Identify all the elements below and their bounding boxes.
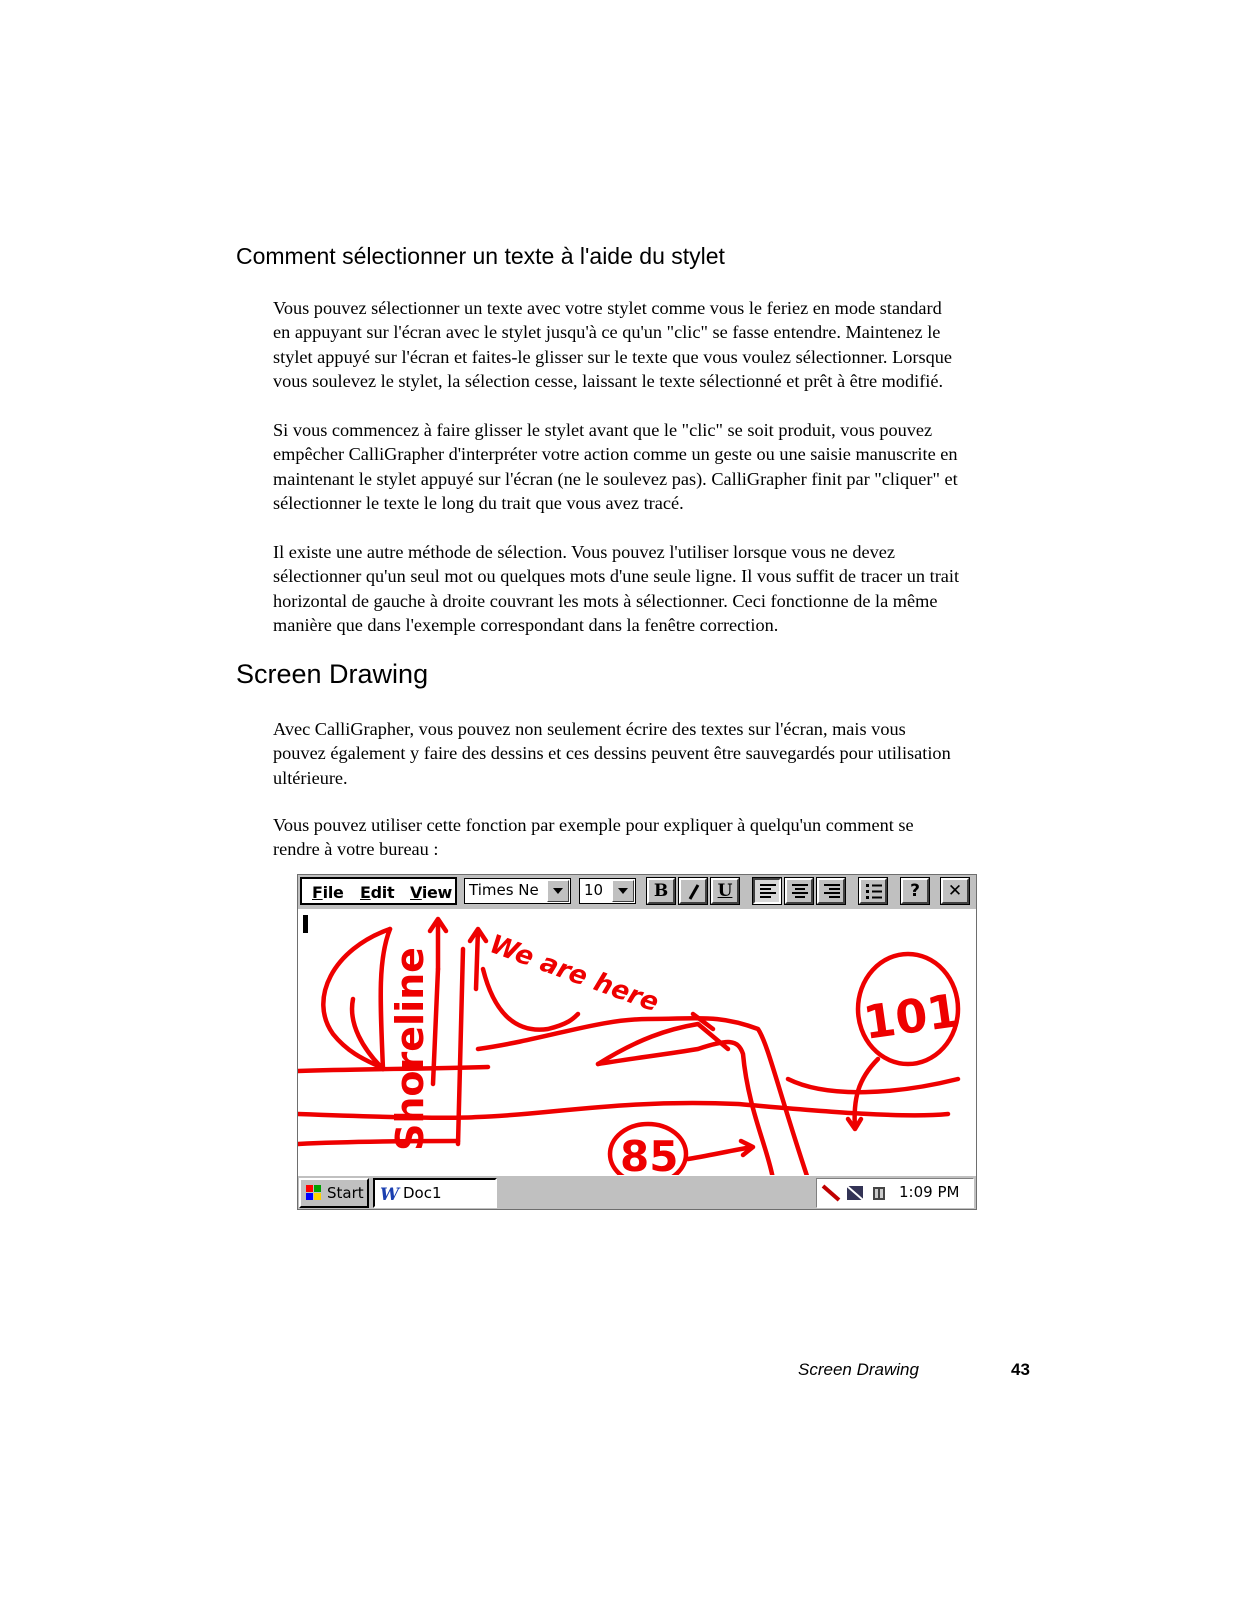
taskbar-item-doc1[interactable] bbox=[373, 1178, 497, 1208]
bullet-list-button[interactable] bbox=[859, 878, 887, 904]
text-line: sélectionner qu'un seul mot ou quelques mots d'une seule ligne. Il vous suffit de tracer un trait bbox=[273, 566, 960, 587]
text-line: manière que dans l'exemple correspondant dans la fenêtre correction. bbox=[273, 614, 779, 635]
start-button[interactable] bbox=[299, 1178, 369, 1208]
text-line: Vous pouvez sélectionner un texte avec votre stylet comme vous le feriez en mode standard bbox=[273, 298, 942, 318]
align-right-icon bbox=[823, 883, 841, 901]
italic-icon bbox=[685, 883, 703, 901]
menu-bar bbox=[300, 877, 457, 905]
text-line: empêcher CalliGrapher d'interpréter votre action comme un geste ou une saisie manuscrite en bbox=[273, 444, 958, 465]
menu-view-accel: V bbox=[410, 883, 422, 902]
text-line: vous soulevez le stylet, la sélection cesse, laissant le texte sélectionné et prêt à être modifié. bbox=[273, 370, 944, 391]
drawing-canvas[interactable] bbox=[298, 909, 976, 1175]
pen-icon bbox=[823, 1186, 839, 1200]
system-tray bbox=[816, 1178, 974, 1208]
text-line: rendre à votre bureau : bbox=[273, 839, 439, 860]
highway-101-label: 101 bbox=[860, 983, 963, 1050]
text-line: Si vous commencez à faire glisser le stylet avant que le "clic" se soit produit, vous pouvez bbox=[273, 420, 933, 440]
text-line: maintenant le stylet appuyé sur l'écran (ne le soulevez pas). CalliGrapher finit par "cliquer" et bbox=[273, 468, 958, 489]
paragraph bbox=[273, 813, 1033, 862]
footer-section-title: Screen Drawing bbox=[798, 1360, 919, 1379]
menu-edit-accel: E bbox=[360, 883, 371, 902]
battery-icon bbox=[873, 1187, 885, 1200]
menu-file[interactable] bbox=[312, 883, 344, 902]
font-name-value: Times Ne bbox=[469, 881, 539, 899]
text-line: Avec CalliGrapher, vous pouvez non seulement écrire des textes sur l'écran, mais vous bbox=[273, 719, 906, 739]
paragraph bbox=[273, 717, 1033, 790]
align-center-button[interactable] bbox=[785, 878, 813, 904]
bold-button[interactable]: B bbox=[647, 878, 675, 904]
taskbar-item-label: Doc1 bbox=[403, 1184, 442, 1202]
taskbar bbox=[298, 1175, 976, 1210]
page-number: 43 bbox=[1011, 1360, 1030, 1379]
windows-logo-icon bbox=[304, 1184, 324, 1202]
text-line: pouvez également y faire des dessins et ces dessins peuvent être sauvegardés pour utilisation bbox=[273, 743, 951, 764]
font-size-select[interactable] bbox=[579, 878, 636, 904]
clock: 1:09 PM bbox=[899, 1183, 960, 1201]
highway-85-label: 85 bbox=[620, 1132, 679, 1175]
word-doc-icon bbox=[379, 1185, 401, 1203]
text-line: stylet appuyé sur l'écran et faites-le glisser sur le texte que vous voulez sélectionner. Lorsque bbox=[273, 346, 952, 367]
align-left-icon bbox=[759, 883, 777, 901]
text-line: horizontal de gauche à droite couvrant les mots à sélectionner. Ceci fonctionne de la même bbox=[273, 590, 938, 611]
text-line: Vous pouvez utiliser cette fonction par exemple pour expliquer à quelqu'un comment se bbox=[273, 815, 914, 835]
text-line: Il existe une autre méthode de sélection. Vous pouvez l'utiliser lorsque vous ne devez bbox=[273, 542, 895, 562]
menu-file-accel: F bbox=[312, 883, 323, 902]
bullet-list-icon bbox=[865, 883, 883, 901]
align-right-button[interactable] bbox=[817, 878, 845, 904]
start-label: Start bbox=[327, 1184, 364, 1202]
help-button[interactable]: ? bbox=[901, 878, 929, 904]
italic-button[interactable] bbox=[679, 878, 707, 904]
menu-edit-label: dit bbox=[370, 883, 395, 902]
svg-text:W: W bbox=[380, 1185, 400, 1203]
drawing-labels bbox=[298, 909, 976, 1175]
close-button[interactable]: ✕ bbox=[941, 878, 969, 904]
toolbar bbox=[298, 875, 976, 909]
calligrapher-screenshot bbox=[297, 874, 977, 1210]
align-left-button[interactable] bbox=[753, 878, 781, 904]
street-label: Shoreline bbox=[388, 947, 432, 1151]
paragraph bbox=[273, 540, 1033, 637]
text-line: sélectionner le texte le long du trait que vous avez tracé. bbox=[273, 492, 684, 513]
menu-view[interactable] bbox=[410, 883, 452, 902]
menu-view-label: iew bbox=[421, 883, 453, 902]
chevron-down-icon[interactable] bbox=[612, 880, 634, 902]
menu-edit[interactable] bbox=[360, 883, 394, 902]
chevron-down-icon[interactable] bbox=[547, 880, 569, 902]
paragraph bbox=[273, 296, 1033, 393]
note-label: We are here bbox=[485, 929, 663, 1019]
font-size-value: 10 bbox=[584, 881, 604, 899]
section-heading: Comment sélectionner un texte à l'aide du stylet bbox=[236, 243, 725, 269]
text-line: ultérieure. bbox=[273, 767, 348, 788]
underline-button[interactable]: U bbox=[711, 878, 739, 904]
main-heading: Screen Drawing bbox=[236, 659, 429, 689]
paragraph bbox=[273, 418, 1033, 515]
font-name-select[interactable] bbox=[464, 878, 571, 904]
tray-icons bbox=[821, 1183, 895, 1203]
text-line: en appuyant sur l'écran avec le stylet jusqu'à ce qu'un "clic" se fasse entendre. Maintenez le bbox=[273, 322, 941, 343]
menu-file-label: ile bbox=[322, 883, 344, 902]
align-center-icon bbox=[791, 883, 809, 901]
